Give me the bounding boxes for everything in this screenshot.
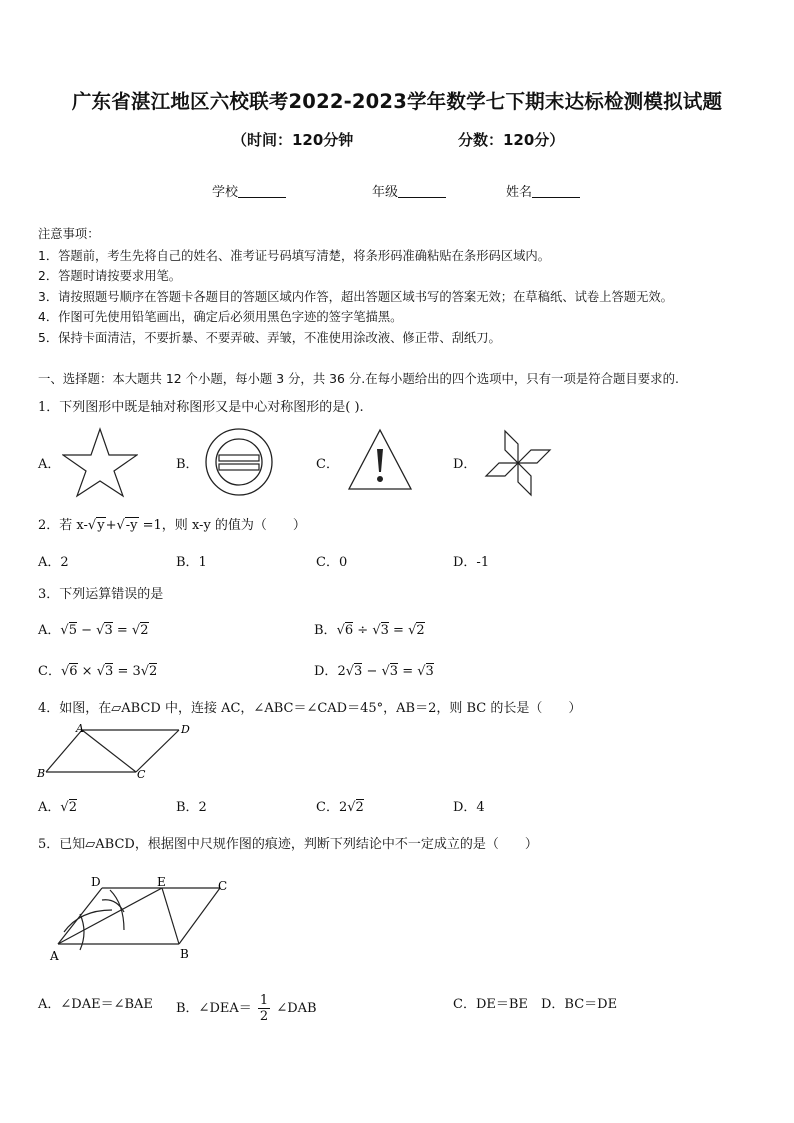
- q1-option-d-label: D．: [453, 457, 477, 472]
- q1-option-c-label: C．: [316, 457, 339, 472]
- sqrt-sign: √: [417, 664, 426, 679]
- vertex-label-d: D: [91, 875, 101, 889]
- q3-option-d: [314, 660, 434, 679]
- q2-radicand-1: y: [97, 518, 105, 533]
- vertex-label-b: B: [37, 767, 46, 780]
- vertex-label-a: A: [50, 949, 59, 963]
- radicand: 6: [344, 623, 354, 638]
- radicand: 2: [416, 623, 425, 638]
- warning-triangle-figure: [346, 427, 414, 493]
- radicand: 3: [380, 623, 389, 638]
- sqrt-sign: √: [87, 518, 97, 533]
- operator: −: [366, 664, 378, 679]
- notice-item: 4．作图可先使用铅笔画出，确定后必须用黑色字迹的签字笔描黑。: [38, 310, 403, 324]
- school-blank[interactable]: [238, 184, 286, 198]
- fraction-numerator: 1: [259, 993, 269, 1008]
- operator: −: [81, 623, 93, 638]
- grade-blank[interactable]: [398, 184, 446, 198]
- operator: =: [402, 664, 414, 679]
- section-heading: 一、选择题：本大题共 12 个小题，每小题 3 分，共 36 分.在每小题给出的四个选项中，只有一项是符合题目要求的.: [38, 371, 679, 386]
- question-4-stem: 4．如图，在▱ABCD 中，连接 AC，∠ABC＝∠CAD＝45°，AB＝2，则 BC 的长是（ ）: [38, 701, 582, 716]
- operator: ×: [81, 664, 93, 679]
- q3-option-a: [38, 619, 149, 638]
- sqrt-sign: √: [381, 664, 390, 679]
- pinwheel-figure: [483, 428, 553, 498]
- question-1-stem: 1．下列图形中既是轴对称图形又是中心对称图形的是( ).: [38, 400, 364, 415]
- q5-b-suffix: ∠DAB: [276, 1001, 317, 1016]
- q2-option-d: D．-1: [453, 555, 490, 570]
- score-info: 分数：120分）: [458, 131, 565, 149]
- radicand: 2: [355, 800, 364, 815]
- page-title: 广东省湛江地区六校联考2022-2023学年数学七下期末达标检测模拟试题: [71, 90, 723, 113]
- question-3-stem: 3．下列运算错误的是: [38, 587, 164, 602]
- q3-c-label: C．: [38, 664, 61, 679]
- q2-plus: +: [105, 518, 117, 533]
- parallelogram-figure: [36, 722, 196, 782]
- q5-option-d: D．BC＝DE: [541, 997, 618, 1012]
- q2-stem-post: =1，则 x-y 的值为（ ）: [138, 518, 306, 533]
- sqrt-sign: √: [345, 664, 355, 679]
- radicand: 3: [105, 664, 114, 679]
- sqrt-sign: √: [60, 664, 70, 679]
- circle-bars-figure: [203, 427, 275, 497]
- notice-heading: 注意事项：: [38, 227, 100, 241]
- vertex-label-c: C: [137, 768, 146, 781]
- vertex-label-e: E: [157, 875, 166, 889]
- sqrt-sign: √: [140, 664, 150, 679]
- notice-item: 5．保持卡面清洁，不要折暴、不要弄破、弄皱，不准使用涂改液、修正带、刮纸刀。: [38, 331, 501, 345]
- q3-option-c: [38, 660, 157, 679]
- school-label: 学校: [212, 185, 239, 200]
- vertex-label-b: B: [180, 947, 189, 961]
- q3-a-label: A．: [38, 623, 61, 638]
- sqrt-sign: √: [60, 623, 69, 638]
- q4-a-label: A．: [38, 800, 61, 815]
- grade-label: 年级: [372, 185, 399, 200]
- q4-option-b: B．2: [176, 800, 207, 815]
- name-blank[interactable]: [532, 184, 580, 198]
- sqrt-sign: √: [408, 623, 417, 638]
- radicand: 2: [149, 664, 158, 679]
- sqrt-sign: √: [131, 623, 141, 638]
- operator: ÷: [357, 623, 369, 638]
- q5-option-a: A．∠DAE＝∠BAE: [38, 997, 153, 1012]
- grade-field[interactable]: [372, 181, 446, 200]
- radicand: 5: [68, 623, 77, 638]
- q1-option-b-label: B．: [176, 457, 199, 472]
- operator: =: [116, 623, 128, 638]
- q2-option-a: A．2: [38, 555, 69, 570]
- q4-option-c: [316, 796, 364, 815]
- q4-option-d: D．4: [453, 800, 485, 815]
- fraction: [258, 993, 270, 1024]
- q5-b-prefix: B．∠DEA＝: [176, 1001, 252, 1016]
- q2-option-b: B．1: [176, 555, 207, 570]
- name-label: 姓名: [506, 185, 533, 200]
- sqrt-sign: √: [372, 623, 381, 638]
- question-2-stem: [38, 514, 306, 533]
- q3-b-label: B．: [314, 623, 337, 638]
- radicand: 3: [354, 664, 363, 679]
- radicand: 3: [104, 623, 113, 638]
- sqrt-sign: √: [336, 623, 345, 638]
- q3-option-b: [314, 619, 425, 638]
- school-field[interactable]: [212, 181, 286, 200]
- vertex-label-a: A: [76, 722, 84, 735]
- time-info: （时间：120分钟: [232, 131, 354, 149]
- sqrt-sign: √: [347, 800, 356, 815]
- radicand: 3: [389, 664, 399, 679]
- notice-item: 2．答题时请按要求用笔。: [38, 269, 182, 283]
- vertex-label-d: D: [181, 723, 190, 736]
- q3-d-label: D．: [314, 664, 338, 679]
- q5-option-c: C．DE＝BE: [453, 997, 528, 1012]
- star-figure: [62, 426, 138, 498]
- sqrt-sign: √: [96, 623, 105, 638]
- fraction-denominator: 2: [259, 1009, 269, 1024]
- radicand: 6: [69, 664, 78, 679]
- construction-figure: [44, 872, 244, 964]
- sqrt-sign: √: [96, 664, 106, 679]
- q4-option-a: [38, 796, 77, 815]
- q2-option-c: C．0: [316, 555, 348, 570]
- radicand: 2: [68, 800, 77, 815]
- q2-stem-pre: 2．若 x-: [38, 518, 88, 533]
- q1-option-a-label: A．: [38, 457, 61, 472]
- radicand: 2: [140, 623, 149, 638]
- coefficient: 2: [337, 664, 346, 679]
- name-field[interactable]: [506, 181, 580, 200]
- question-5-stem: 5．已知▱ABCD，根据图中尺规作图的痕迹，判断下列结论中不一定成立的是（ ）: [38, 837, 538, 852]
- sqrt-sign: √: [60, 800, 69, 815]
- q4-c-label: C．2: [316, 800, 348, 815]
- sqrt-sign: √: [116, 518, 125, 533]
- radicand: 3: [425, 664, 434, 679]
- vertex-label-c: C: [218, 879, 228, 893]
- q5-option-b: [176, 993, 317, 1024]
- operator: = 3: [117, 664, 141, 679]
- notice-item: 3．请按照题号顺序在答题卡各题目的答题区域内作答，超出答题区域书写的答案无效；在草稿纸、试卷上答题无效。: [38, 290, 673, 304]
- q2-radicand-2: -y: [125, 518, 138, 533]
- notice-item: 1．答题前，考生先将自己的姓名、准考证号码填写清楚，将条形码准确粘贴在条形码区域内。: [38, 249, 550, 263]
- operator: =: [393, 623, 404, 638]
